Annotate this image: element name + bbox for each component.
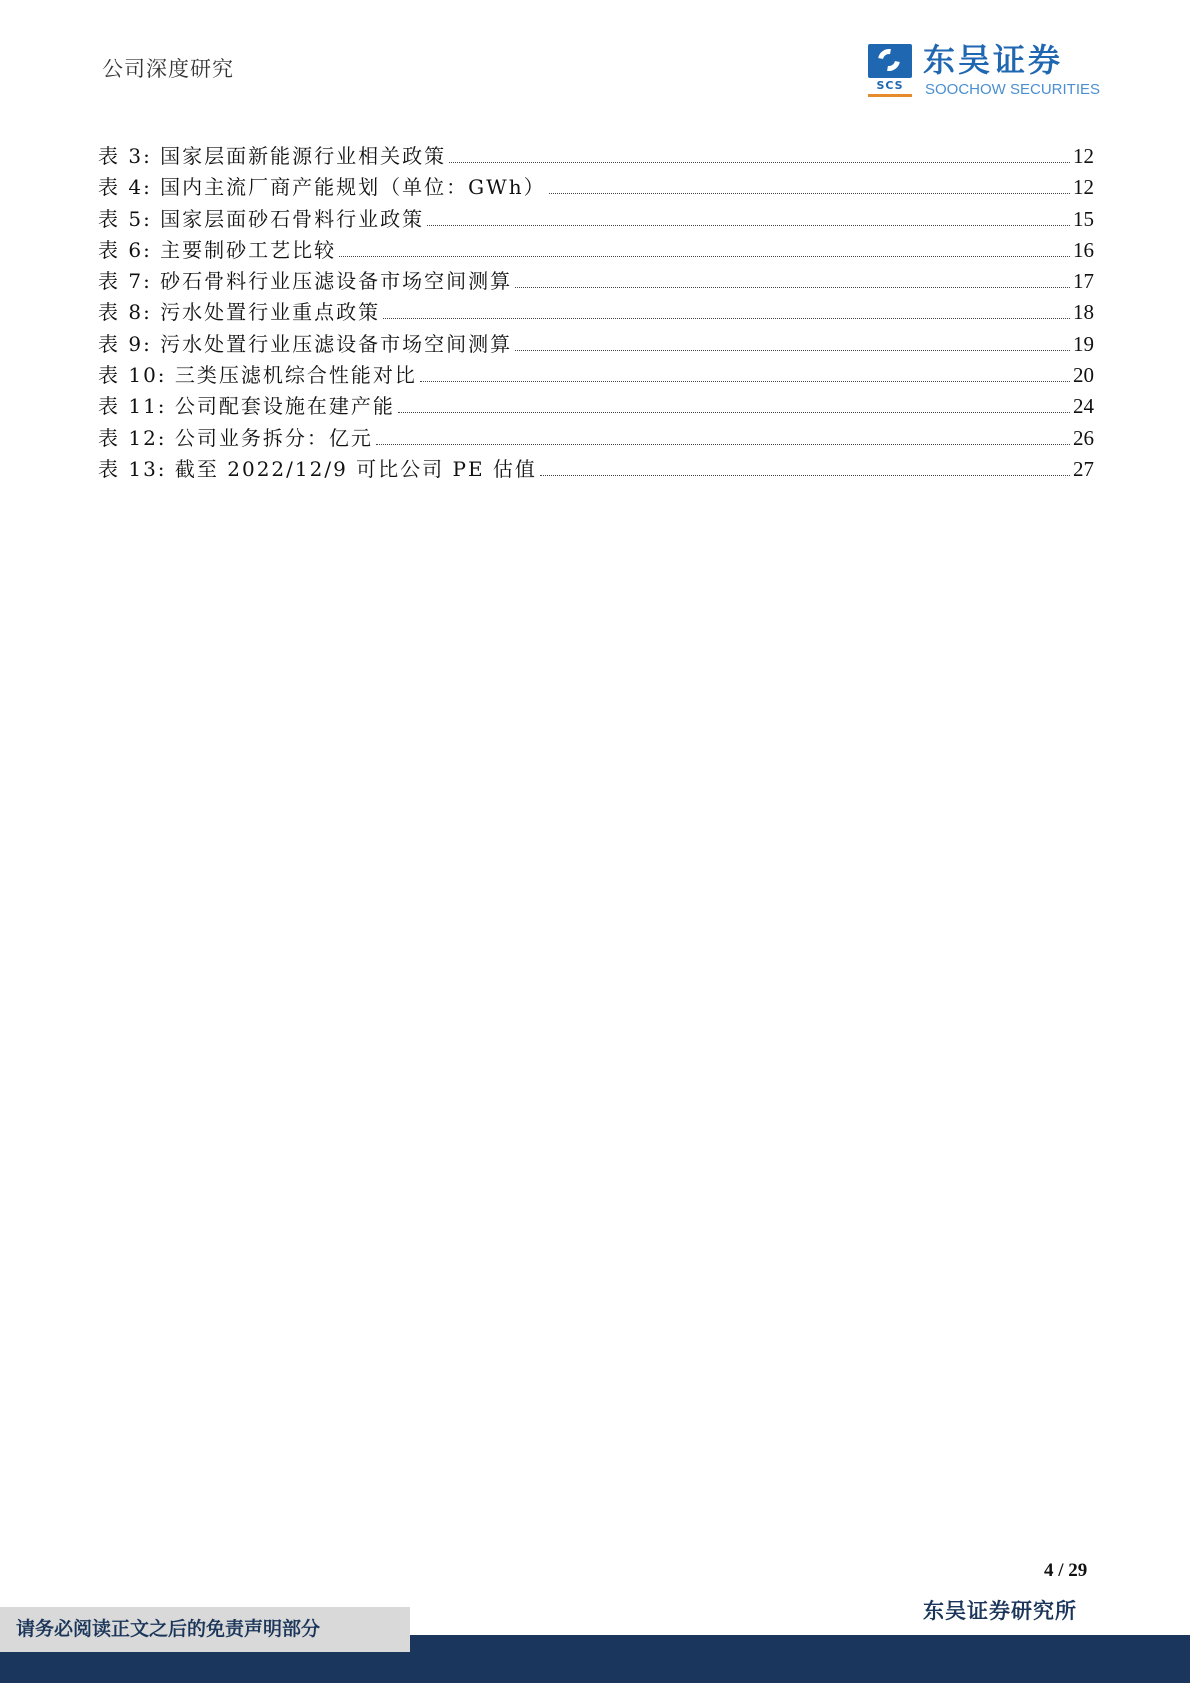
toc-label: 表 13: 截至 2022/12/9 可比公司 PE 估值 <box>98 456 537 481</box>
logo-en: SOOCHOW SECURITIES <box>925 81 1101 98</box>
toc-leader <box>420 381 1070 382</box>
toc-label: 表 9: 污水处置行业压滤设备市场空间测算 <box>98 331 513 356</box>
toc-page: 17 <box>1073 269 1094 294</box>
toc-leader <box>383 318 1070 319</box>
toc-page: 18 <box>1073 300 1094 325</box>
report-type-heading: 公司深度研究 <box>102 57 234 81</box>
toc-leader <box>339 256 1070 257</box>
logo-mark-text: SCS <box>876 79 904 92</box>
toc-leader <box>540 475 1070 476</box>
toc-page: 16 <box>1073 237 1094 262</box>
toc-page: 24 <box>1073 394 1094 419</box>
toc-page: 26 <box>1073 425 1094 450</box>
disclaimer-text: 请务必阅读正文之后的免责声明部分 <box>16 1618 321 1640</box>
toc-label: 表 10: 三类压滤机综合性能对比 <box>98 363 417 388</box>
toc-entry[interactable] <box>98 426 1094 457</box>
toc-label: 表 5: 国家层面砂石骨料行业政策 <box>98 206 425 231</box>
toc-leader <box>515 287 1070 288</box>
toc-label: 表 4: 国内主流厂商产能规划（单位：GWh） <box>98 175 546 200</box>
soochow-logo <box>868 42 1103 102</box>
table-of-contents <box>98 144 1094 488</box>
toc-entry[interactable] <box>98 144 1094 175</box>
toc-label: 表 8: 污水处置行业重点政策 <box>98 300 381 325</box>
toc-entry[interactable] <box>98 175 1094 206</box>
toc-leader <box>427 225 1070 226</box>
toc-leader <box>398 412 1070 413</box>
toc-label: 表 11: 公司配套设施在建产能 <box>98 394 395 419</box>
scs-logo-icon <box>868 44 912 78</box>
toc-page: 12 <box>1073 144 1094 168</box>
toc-page: 12 <box>1073 175 1094 200</box>
toc-page: 27 <box>1073 456 1094 481</box>
toc-entry[interactable] <box>98 207 1094 238</box>
toc-entry[interactable] <box>98 238 1094 269</box>
toc-entry[interactable] <box>98 332 1094 363</box>
toc-label: 表 7: 砂石骨料行业压滤设备市场空间测算 <box>98 269 513 294</box>
logo-cn: 东吴证券 <box>923 41 1064 79</box>
toc-label: 表 12: 公司业务拆分：亿元 <box>98 425 373 450</box>
logo-underline <box>868 94 912 97</box>
toc-label: 表 3: 国家层面新能源行业相关政策 <box>98 144 447 168</box>
toc-leader <box>549 193 1070 194</box>
toc-entry[interactable] <box>98 394 1094 425</box>
toc-page: 15 <box>1073 206 1094 231</box>
toc-page: 20 <box>1073 363 1094 388</box>
toc-label: 表 6: 主要制砂工艺比较 <box>98 237 337 262</box>
page-number: 4 / 29 <box>1044 1560 1088 1581</box>
toc-leader <box>376 444 1070 445</box>
disclaimer-box <box>0 1607 410 1652</box>
toc-leader <box>515 350 1070 351</box>
toc-entry[interactable] <box>98 363 1094 394</box>
toc-entry[interactable] <box>98 300 1094 331</box>
toc-entry[interactable] <box>98 457 1094 488</box>
toc-entry[interactable] <box>98 269 1094 300</box>
toc-leader <box>449 162 1070 163</box>
toc-page: 19 <box>1073 331 1094 356</box>
research-institute: 东吴证券研究所 <box>923 1598 1077 1623</box>
